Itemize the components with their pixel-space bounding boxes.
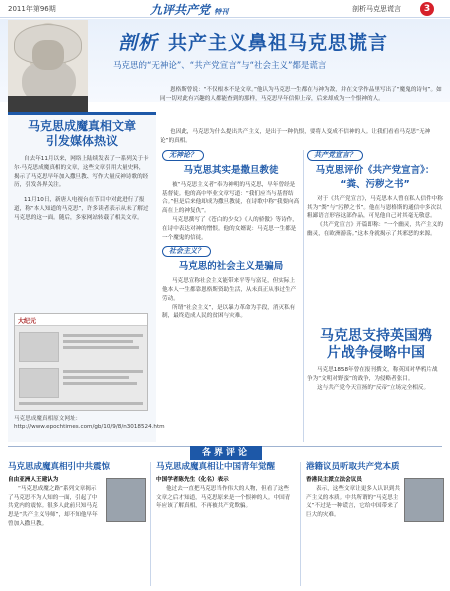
headline-keyword: 剖析 xyxy=(118,32,159,54)
issue-number: 2011年第96期 xyxy=(8,5,56,13)
person-photo-3 xyxy=(404,478,444,522)
page-header xyxy=(0,0,450,18)
col-a-paragraph-3: 马克思宣称社会主义能带来平等与富足，但实际上他本人一生都靠恩格斯资助生活，从未真正从事过生产劳动。 xyxy=(162,278,297,302)
col-b-heading-1a: 马克思评价《共产党宣言》： xyxy=(315,164,435,176)
sidebar-body-1: 自去年11月以来，网络上陆续发表了一系列关于卡尔·马克思成魔真相的文章，这些文章引用大量史料，揭示了马克思早年加入撒旦教、写作大量反神诗歌的经历，引发各界关注。 xyxy=(14,156,149,189)
bottom-column-2 xyxy=(156,462,294,511)
col-a-paragraph-2: 马克思撰写了《苍白的少女》《人的骄傲》等诗作，在诗中表达对神的憎恨。他的女婿说：马克思一生都是一个魔鬼的信徒。 xyxy=(162,216,298,241)
bottom-rule-1 xyxy=(150,462,151,586)
column-b xyxy=(307,150,443,239)
col-b-paragraph-4: 这与共产党今天宣扬的“反帝”立场完全相反。 xyxy=(317,384,430,391)
masthead-sub: 特刊 xyxy=(214,7,229,16)
col-a-heading-1: 马克思其实是撒旦教徒 xyxy=(183,164,279,176)
bottom-column-3 xyxy=(306,462,444,524)
opium-war-headline xyxy=(306,328,446,362)
bottom-author-2: 中国学者陈先生（化名）表示 xyxy=(156,477,229,483)
bottom-paragraph-1: “马克思成魔之路”系列文章揭示了马克思不为人知的一面，引起了中共党内的震惊。很多人此前只知马克思是“共产主义导师”，却不知他早年曾加入撒旦教。 xyxy=(8,485,98,527)
column-b-lower xyxy=(307,366,443,392)
section-divider-label: 各界评论 xyxy=(190,446,262,460)
bottom-rule-2 xyxy=(300,462,301,586)
page-number-badge: 3 xyxy=(420,2,434,16)
col-b-paragraph-2: 《共产党宣言》开篇即称：“一个幽灵，共产主义的幽灵，在欧洲游荡。”这本身就揭示了其邪恶的来源。 xyxy=(307,222,443,237)
opium-war-headline-line2: 片战争侵略中国 xyxy=(327,345,425,361)
masthead-title: 九评共产党 xyxy=(150,3,211,17)
sidebar-body-2: 11月10日，新唐人电视台在节目中对此进行了报道，称“本人知道的马克思”，许多读者表示从未了解过马克思的这一面。随后，多家网站转载了相关文章。 xyxy=(14,197,149,221)
col-b-heading-1b: “粪、污秽之书” xyxy=(340,178,410,190)
bottom-heading-3: 港籍议员听取共产党本质 xyxy=(306,462,400,472)
screenshot-header: 大纪元 xyxy=(15,314,147,326)
intro-paragraph-1: 恩格斯曾说：“不仅根本不是文章。”他认为马克思一生都在与神为敌，并在文学作品里写出了“魔鬼的诗句”。如同一切对此有兴趣的人都能查到的那样，马克思早年信仰上帝，后来却成为一个恨神的人。 xyxy=(160,87,442,102)
sidebar-title-1: 马克思成魔真相文章 xyxy=(27,119,136,133)
column-rule xyxy=(303,150,304,442)
bottom-author-3: 香港民主派立法会议员 xyxy=(306,477,362,483)
headline-text: 共产主义鼻祖马克思谎言 xyxy=(168,32,389,54)
col-a-heading-2: 马克思的社会主义是骗局 xyxy=(178,261,284,273)
intro-paragraph-2: 也因此，马克思为什么提出共产主义，是出于一种仇恨，要将人变成不信神的人。让我们看看马克思“无神论”的真相。 xyxy=(160,129,431,144)
bottom-paragraph-2: 他过去一直把马克思当作伟大的人物，但看了这些文章之后才知道，马克思原来是一个恨神的人。中国青年应该了解真相，不再被共产党欺骗。 xyxy=(156,485,291,510)
bottom-author-1: 自由亚洲人王建认为 xyxy=(8,477,59,483)
column-a xyxy=(162,150,300,321)
section-divider xyxy=(8,446,442,460)
bottom-heading-2: 马克思成魔真相让中国青年觉醒 xyxy=(156,462,276,472)
section-name: 剖析马克思谎言 xyxy=(352,5,401,13)
person-photo-1 xyxy=(106,478,146,522)
bottom-heading-1: 马克思成魔真相引中共震惊 xyxy=(8,462,111,472)
marx-portrait-image xyxy=(8,20,88,112)
col-b-paragraph-1: 对于《共产党宣言》，马克思本人曾在私人信件中称其为“粪”与“污秽之书”。他在与恩格斯的通信中多次以粗鄙语言形容这部作品，可见他自己对其毫无敬意。 xyxy=(307,195,443,220)
masthead xyxy=(150,1,228,18)
tag-socialism: 社会主义？ xyxy=(162,246,211,257)
tag-manifesto: 共产党宣言？ xyxy=(307,150,363,161)
tag-atheism: 无神论？ xyxy=(162,150,204,161)
website-screenshot-image xyxy=(14,313,148,411)
bottom-column-1 xyxy=(8,462,146,529)
opium-war-headline-line1: 马克思支持英国鸦 xyxy=(320,328,432,344)
col-a-paragraph-1: 被“马克思主义者”奉为神明的马克思，早年曾经是基督徒。他的高中毕业文章写道：“我们应当与基督结合。”但是后来他却成为撒旦教徒，在诗歌中称“我要向高高在上的神复仇”。 xyxy=(162,181,300,215)
bottom-paragraph-3: 表示，这些文章让更多人认识到共产主义的本质。中共所谓的“马克思主义”不过是一种谎言，它给中国带来了巨大的灾难。 xyxy=(306,485,400,519)
sidebar-box xyxy=(8,112,165,442)
col-a-paragraph-4: 所谓“社会主义”，是以暴力革命为手段，消灭私有制，最终造成人民的贫困与灾难。 xyxy=(162,304,296,320)
screenshot-caption: 马克思成魔真相原文网址：http://www.epochtimes.com/gb/10/9/8/n3018524.htm xyxy=(14,416,165,430)
col-b-paragraph-3: 马克思1858年曾在报刊撰文，称英国对华鸦片战争为“文明对野蛮”的战争，为侵略者张目。 xyxy=(307,367,438,382)
sidebar-title-2: 引发媒体热议 xyxy=(45,134,118,148)
page-subhead: 马克思的“无神论”、“共产党宣言”与“社会主义”都是谎言 xyxy=(113,61,327,71)
page-headline xyxy=(118,28,388,55)
